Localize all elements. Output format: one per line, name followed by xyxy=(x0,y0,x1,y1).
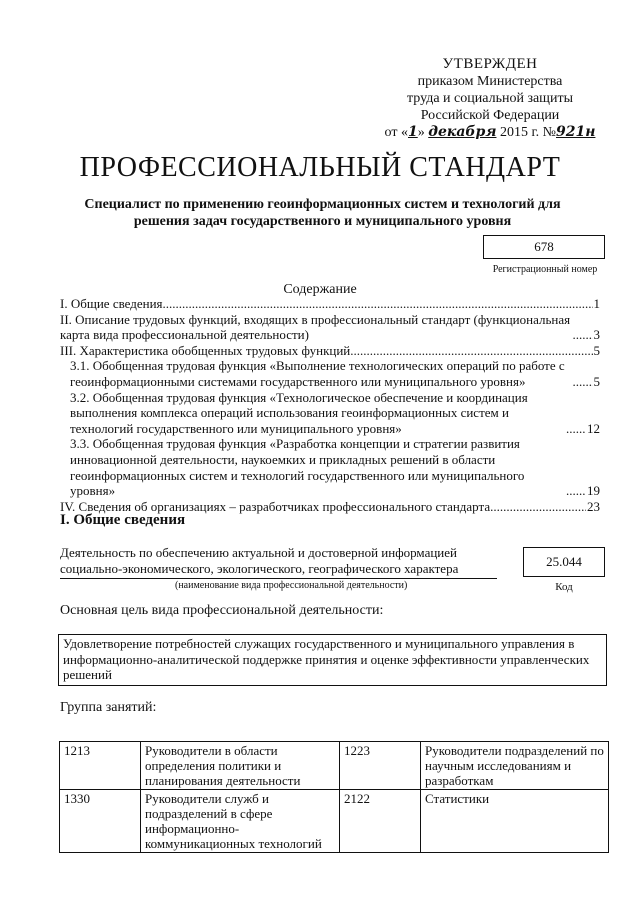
occupation-code: 1330 xyxy=(60,790,141,853)
toc-leader xyxy=(573,327,593,343)
toc-item xyxy=(60,436,600,498)
goal-label: Основная цель вида профессиональной деятельности: xyxy=(60,603,384,618)
table-of-contents xyxy=(60,296,600,514)
approval-line: приказом Министерства xyxy=(417,74,563,89)
occupation-name: Руководители в области определения политики и планирования деятельности xyxy=(141,742,340,790)
approval-number: 921н xyxy=(556,124,596,140)
activity-code-box: 25.044 xyxy=(523,547,605,577)
table-row xyxy=(60,790,609,853)
goal-box: Удовлетворение потребностей служащих государственного и муниципального управления в информационно-аналитической поддержке принятия и оценке эффективности управленческих решений xyxy=(58,634,607,686)
toc-leader xyxy=(163,296,593,312)
approval-date: от «1» декабря 2015 г. №921н xyxy=(384,124,596,140)
activity-name: Деятельность по обеспечению актуальной и достоверной информацией социально-экономического, экологического, географического характера xyxy=(60,545,459,576)
toc-item-text: III. Характеристика обобщенных трудовых функций xyxy=(60,342,351,358)
toc-leader xyxy=(573,374,593,390)
toc-item xyxy=(60,390,600,437)
activity-underline xyxy=(60,578,497,579)
occupation-code: 1223 xyxy=(340,742,421,790)
toc-item xyxy=(60,343,600,359)
activity-caption: (наименование вида профессиональной деятельности) xyxy=(175,580,408,591)
toc-item-text: 3.3. Обобщенная трудовая функция «Разработка концепции и стратегии развития инновационной деятельности, наукоемких и прикладных решений в области геоинформационных систем и технологий государственного или муниципального уровня» xyxy=(70,436,525,499)
occupation-code: 1213 xyxy=(60,742,141,790)
registration-number-box: 678 xyxy=(483,235,605,259)
toc-page-number: 5 xyxy=(593,373,600,389)
occupation-group-label: Группа занятий: xyxy=(60,700,157,715)
toc-leader xyxy=(566,483,586,499)
toc-page-number: 3 xyxy=(593,327,600,343)
toc-page-number: 1 xyxy=(593,296,600,311)
table-row xyxy=(60,742,609,790)
toc-item xyxy=(60,358,600,389)
toc-leader xyxy=(350,343,592,359)
toc-item-text: IV. Сведения об организациях – разработчиках профессионального стандарта xyxy=(60,498,491,514)
toc-leader xyxy=(566,421,586,437)
approval-block xyxy=(375,56,605,141)
toc-heading: Содержание xyxy=(283,282,357,297)
toc-page-number: 5 xyxy=(593,342,600,358)
occupation-code: 2122 xyxy=(340,790,421,853)
section-heading: I. Общие сведения xyxy=(60,512,186,528)
toc-leader xyxy=(490,499,586,515)
occupation-name: Руководители служб и подразделений в сфере информационно-коммуникационных технологий xyxy=(141,790,340,853)
approval-day: 1 xyxy=(407,124,418,140)
toc-item xyxy=(60,312,600,343)
toc-page-number: 19 xyxy=(587,483,600,499)
toc-item-text: I. Общие сведения xyxy=(60,296,163,311)
approval-line: труда и социальной защиты xyxy=(407,91,573,106)
activity-code-label: Код xyxy=(555,581,573,593)
toc-item xyxy=(60,296,600,312)
approval-title: УТВЕРЖДЕН xyxy=(442,56,538,72)
standard-name: Специалист по применению геоинформационных систем и технологий для решения задач государственного и муниципального уровня xyxy=(84,197,561,229)
approval-month: декабря xyxy=(428,124,497,140)
toc-item-text: 3.1. Обобщенная трудовая функция «Выполнение технологических операций по работе с геоинформационными системами государственного или муниципального уровня» xyxy=(70,358,565,389)
occupation-name: Руководители подразделений по научным исследованиям и разработкам xyxy=(421,742,609,790)
occupation-group-table xyxy=(59,741,609,853)
toc-item-text: 3.2. Обобщенная трудовая функция «Технологическое обеспечение и координация выполнения комплекса операций использования геоинформационных систем и технологий государственного или муниципального уровня» xyxy=(70,389,528,436)
document-title: ПРОФЕССИОНАЛЬНЫЙ СТАНДАРТ xyxy=(79,152,561,183)
occupation-name: Статистики xyxy=(421,790,609,853)
toc-page-number: 12 xyxy=(587,420,600,436)
registration-number-label: Регистрационный номер xyxy=(492,264,598,275)
toc-item-text: II. Описание трудовых функций, входящих в профессиональный стандарт (функциональная карта вида профессиональной деятельности) xyxy=(60,311,571,343)
approval-line: Российской Федерации xyxy=(420,108,560,123)
toc-page-number: 23 xyxy=(587,498,600,514)
